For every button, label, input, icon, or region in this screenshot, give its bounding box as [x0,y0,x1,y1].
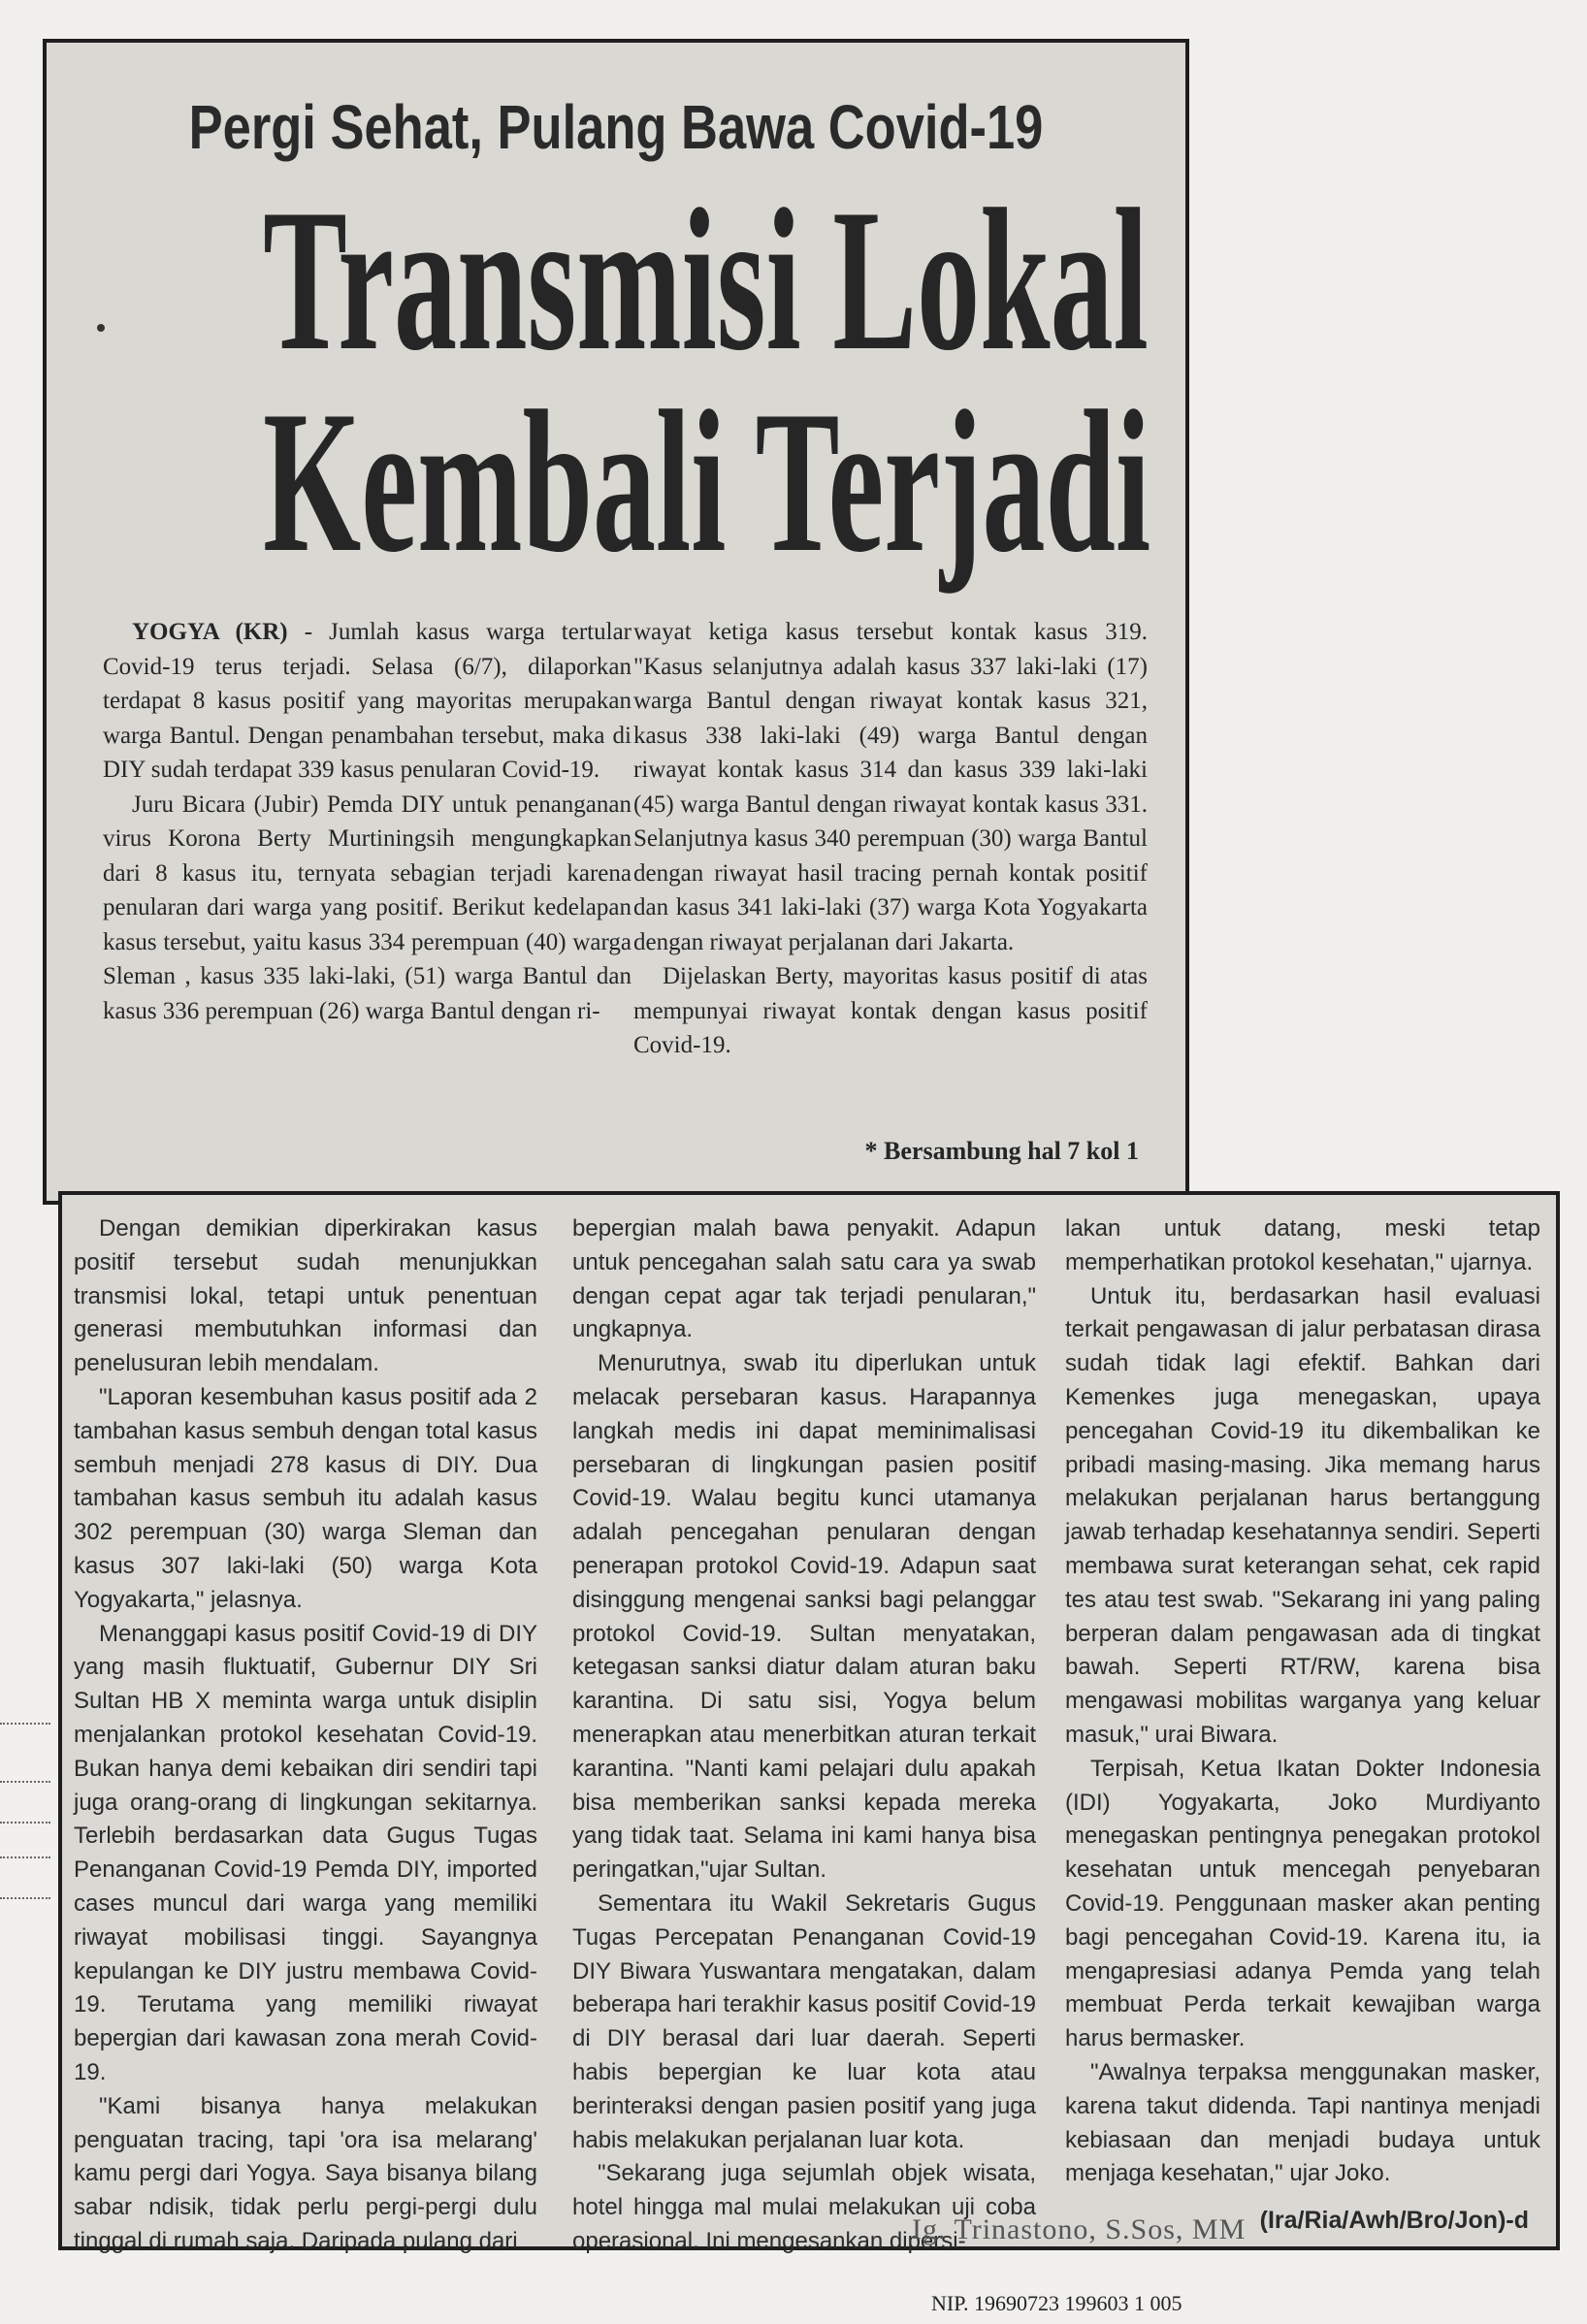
paragraph: "Laporan kesembuhan kasus positif ada 2 tambahan kasus sembuh dengan total kasus sembuh menjadi 278 kasus di DIY. Dua tambahan kasus sembuh itu adalah kasus 302 perempuan (30) warga Sleman dan kasus 307 laki-laki (50) warga Kota Yogyakarta," jelasnya. [74,1383,537,1613]
paragraph: Sementara itu Wakil Sekretaris Gugus Tugas Percepatan Penanganan Covid-19 DIY Biwara Yuswantara mengatakan, dalam beberapa hari terakhir kasus positif Covid-19 di DIY berasal dari luar daerah. Seperti habis bepergian ke luar kota atau berinteraksi dengan pasien positif yang juga habis melakukan perjalanan luar kota. [572,1889,1036,2153]
lead-column-right [633,615,1148,1063]
dateline: YOGYA (KR) [132,619,288,645]
continued-note: * Bersambung hal 7 kol 1 [864,1137,1139,1165]
ink-dot [97,324,105,332]
lead-column-left [103,615,632,1028]
paragraph: "Kami bisanya hanya melakukan penguatan tracing, tapi 'ora isa melarang' kamu pergi dari Yogya. Saya bisanya bilang sabar ndisik, tidak perlu pergi-pergi dulu tinggal di rumah saja. Daripada pulang dari [74,2092,537,2254]
lead-paragraph-2: Juru Bicara (Jubir) Pemda DIY untuk penanganan virus Korona Berty Murtiningsih mengungkapkan dari 8 kasus itu, ternyata sebagian terjadi karena penularan dari warga yang positif. Berikut kedelapan kasus tersebut, yaitu kasus 334 perempuan (40) warga Sleman , kasus 335 laki-laki, (51) warga Bantul dan kasus 336 perempuan (26) warga Bantul dengan ri- [103,791,632,1024]
paragraph: "Awalnya terpaksa menggunakan masker, karena takut didenda. Tapi nantinya menjadi kebiasaan dan menjadi budaya untuk menjaga kesehatan," ujar Joko. [1065,2058,1540,2187]
margin-mark [0,1723,50,1725]
paragraph: Dengan demikian diperkirakan kasus positif tersebut sudah menunjukkan transmisi lokal, tetapi untuk penentuan generasi membutuhkan informasi dan penelusuran lebih mendalam. [74,1215,537,1377]
paragraph: lakan untuk datang, meski tetap memperhatikan protokol kesehatan," ujarnya. [1065,1215,1540,1275]
byline: (Ira/Ria/Awh/Bro/Jon)-d [1259,2207,1529,2234]
paragraph: "Sekarang juga sejumlah objek wisata, hotel hingga mal mulai melakukan uji coba operasional. Ini mengesankan dipersi- [572,2160,1036,2254]
paragraph: Menanggapi kasus positif Covid-19 di DIY yang masih fluktuatif, Gubernur DIY Sri Sultan HB X meminta warga untuk disiplin menjalankan protokol kesehatan Covid-19. Bukan hanya demi kebaikan diri sendiri tapi juga orang-orang di lingkungan sekitarnya. Terlebih berdasarkan data Gugus Tugas Penanganan Covid-19 Pemda DIY, imported cases muncul dari warga yang memiliki riwayat mobilisasi tinggi. Sayangnya kepulangan ke DIY justru membawa Covid-19. Terutama yang memiliki riwayat bepergian dari kawasan zona merah Covid-19. [74,1620,537,2085]
continuation-column-2 [572,1212,1036,2259]
continuation-column-1 [74,1212,537,2259]
paragraph: Menurutnya, swab itu diperlukan untuk melacak persebaran kasus. Harapannya langkah medis ini dapat meminimalisasi persebaran di lingkungan pasien positif Covid-19. Walau begitu kunci utamanya adalah pencegahan penularan dengan penerapan protokol Covid-19. Adapun saat disinggung mengenai sanksi bagi pelanggar protokol Covid-19. Sultan menyatakan, ketegasan sanksi diatur dalam aturan baku karantina. Di satu sisi, Yogya belum menerapkan atau menerbitkan aturan terkait karantina. "Nanti kami pelajari dulu apakah bisa memberikan sanksi kepada mereka yang tidak taat. Selama ini kami hanya bisa peringatkan,"ujar Sultan. [572,1350,1036,1884]
paragraph: Terpisah, Ketua Ikatan Dokter Indonesia (IDI) Yogyakarta, Joko Murdiyanto menegaskan pentingnya penegakan protokol kesehatan untuk mencegah penyebaran Covid-19. Penggunaan masker akan penting bagi pencegahan Covid-19. Karena itu, ia mengapresiasi adanya Pemda yang telah membuat Perda terkait kewajiban warga harus bermasker. [1065,1755,1540,2052]
lead-paragraph-4: Dijelaskan Berty, mayoritas kasus positif di atas mempunyai riwayat kontak dengan kasus positif Covid-19. [633,963,1148,1058]
continuation-column-3 [1065,1212,1540,2191]
signature-nip: NIP. 19690723 199603 1 005 [931,2291,1182,2315]
margin-mark [0,1856,50,1858]
article-lead-clipping [43,39,1189,1205]
main-headline-line-2: Kembali Terjadi [263,370,1151,595]
signature-name: Ig. Trinastono, S.Sos, MM [912,2213,1247,2245]
paragraph: bepergian malah bawa penyakit. Adapun untuk pencegahan salah satu cara ya swab dengan cepat agar tak terjadi penularan," ungkapnya. [572,1215,1036,1343]
main-headline-line-1: Transmisi Lokal [263,168,1149,393]
kicker-headline: Pergi Sehat, Pulang Bawa Covid-19 [188,92,1044,162]
margin-mark [0,1781,50,1783]
lead-paragraph-3: wayat ketiga kasus tersebut kontak kasus 319. "Kasus selanjutnya adalah kasus 337 laki-laki (17) warga Bantul dengan riwayat kontak kasus 321, kasus 338 laki-laki (49) warga Bantul dengan riwayat kontak kasus 314 dan kasus 339 laki-laki (45) warga Bantul dengan riwayat kontak kasus 331. Selanjutnya kasus 340 perempuan (30) warga Bantul dengan riwayat hasil tracing pernah kontak positif dan kasus 341 laki-laki (37) warga Kota Yogyakarta dengan riwayat perjalanan dari Jakarta. [633,619,1148,955]
margin-mark [0,1897,50,1899]
paragraph: Untuk itu, berdasarkan hasil evaluasi terkait pengawasan di jalur perbatasan dirasa sudah tidak lagi efektif. Bahkan dari Kemenkes juga menegaskan, upaya pencegahan Covid-19 itu dikembalikan ke pribadi masing-masing. Jika memang harus melakukan perjalanan harus bertanggung jawab terhadap kesehatannya sendiri. Seperti membawa surat keterangan sehat, cek rapid tes atau test swab. "Sekarang ini yang paling berperan dalam pengawasan ada di tingkat bawah. Seperti RT/RW, karena bisa mengawasi mobilitas warganya yang keluar masuk," urai Biwara. [1065,1282,1540,1748]
lead-paragraph-1: YOGYA (KR) - Jumlah kasus warga tertular Covid-19 terus terjadi. Selasa (6/7), dilaporkan terdapat 8 kasus positif yang mayoritas merupakan warga Bantul. Dengan penambahan tersebut, maka di DIY sudah terdapat 339 kasus penularan Covid-19. [103,619,632,783]
margin-mark [0,1822,50,1824]
